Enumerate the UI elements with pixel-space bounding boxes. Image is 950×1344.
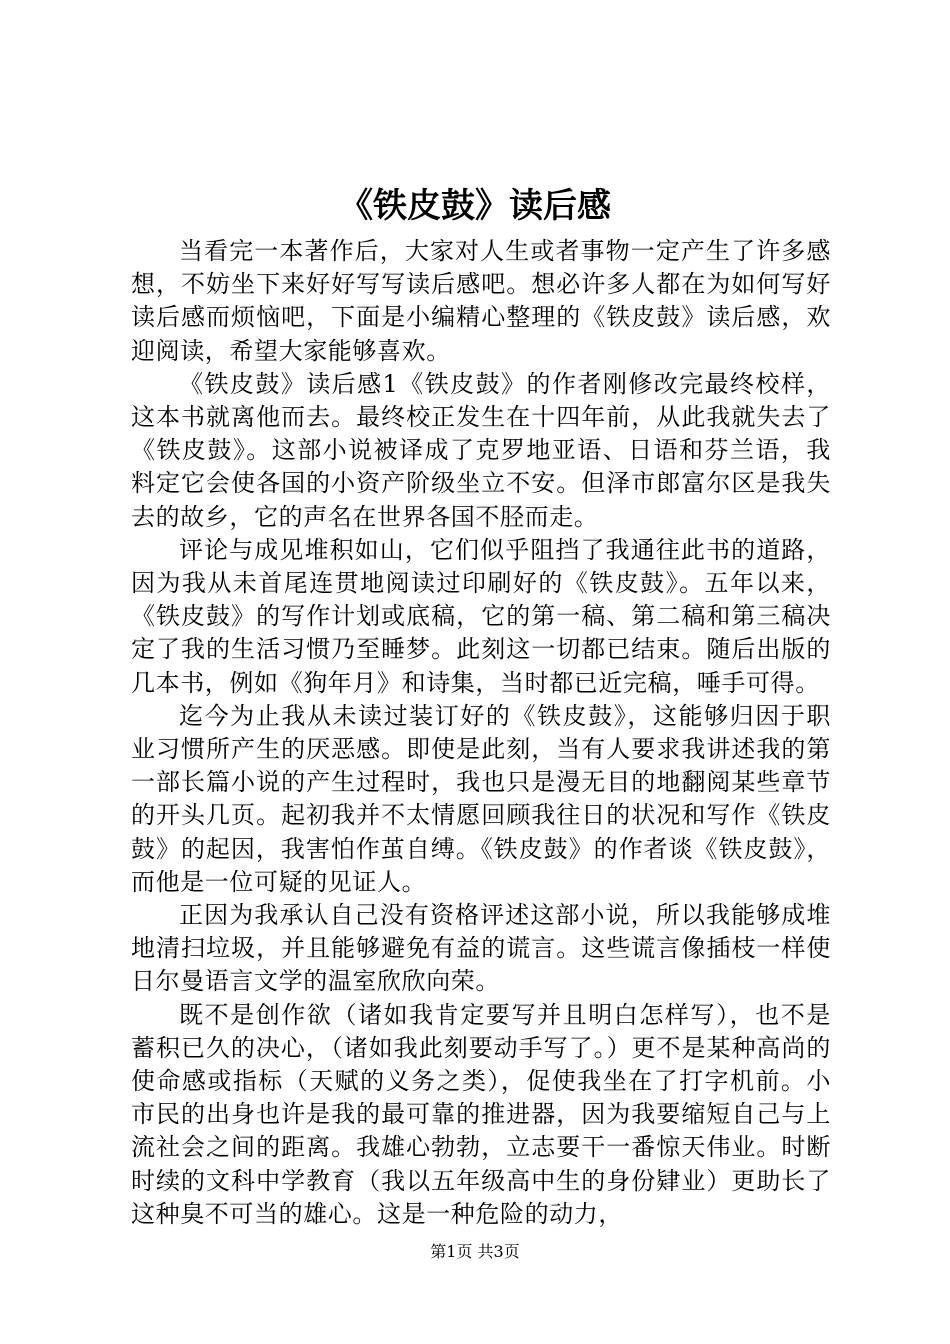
paragraph: 《铁皮鼓》读后感1《铁皮鼓》的作者刚修改完最终校样，这本书就离他而去。最终校正发生在十四年前，从此我就失去了《铁皮鼓》。这部小说被译成了克罗地亚语、日语和芬兰语，我料定它会使各国的小资产阶级坐立不安。但泽市郎富尔区是我失去的故乡，它的声名在世界各国不胫而走。 — [131, 369, 831, 531]
page-footer: 第1页 共3页 — [430, 1242, 520, 1261]
paragraph: 评论与成见堆积如山，它们似乎阻挡了我通往此书的道路，因为我从未首尾连贯地阅读过印刷好的《铁皮鼓》。五年以来，《铁皮鼓》的写作计划或底稿，它的第一稿、第二稿和第三稿决定了我的生活习惯乃至睡梦。此刻这一切都已结束。随后出版的几本书，例如《狗年月》和诗集，当时都已近完稿，唾手可得。 — [131, 535, 831, 697]
document-title: 《铁皮鼓》读后感 — [339, 186, 611, 226]
paragraph: 既不是创作欲（诸如我肯定要写并且明白怎样写），也不是蓄积已久的决心，（诸如我此刻要动手写了。）更不是某种高尚的使命感或指标（天赋的义务之类），促使我坐在了打字机前。小市民的出身也许是我的最可靠的推进器，因为我要缩短自己与上流社会之间的距离。我雄心勃勃，立志要干一番惊天伟业。时断时续的文科中学教育（我以五年级高中生的身份肄业）更助长了这种臭不可当的雄心。这是一种危险的动力， — [131, 1000, 831, 1228]
paragraph: 当看完一本著作后，大家对人生或者事物一定产生了许多感想，不妨坐下来好好写写读后感吧。想必许多人都在为如何写好读后感而烦恼吧，下面是小编精心整理的《铁皮鼓》读后感，欢迎阅读，希望大家能够喜欢。 — [131, 237, 831, 365]
document-body — [131, 235, 831, 1231]
paragraph: 正因为我承认自己没有资格评述这部小说，所以我能够成堆地清扫垃圾，并且能够避免有益的谎言。这些谎言像插枝一样使日尔曼语言文学的温室欣欣向荣。 — [131, 901, 831, 996]
paragraph: 迄今为止我从未读过装订好的《铁皮鼓》，这能够归因于职业习惯所产生的厌恶感。即使是此刻，当有人要求我讲述我的第一部长篇小说的产生过程时，我也只是漫无目的地翻阅某些章节的开头几页。起初我并不太情愿回顾我往日的状况和写作《铁皮鼓》的起因，我害怕作茧自缚。《铁皮鼓》的作者谈《铁皮鼓》，而他是一位可疑的见证人。 — [131, 701, 831, 896]
